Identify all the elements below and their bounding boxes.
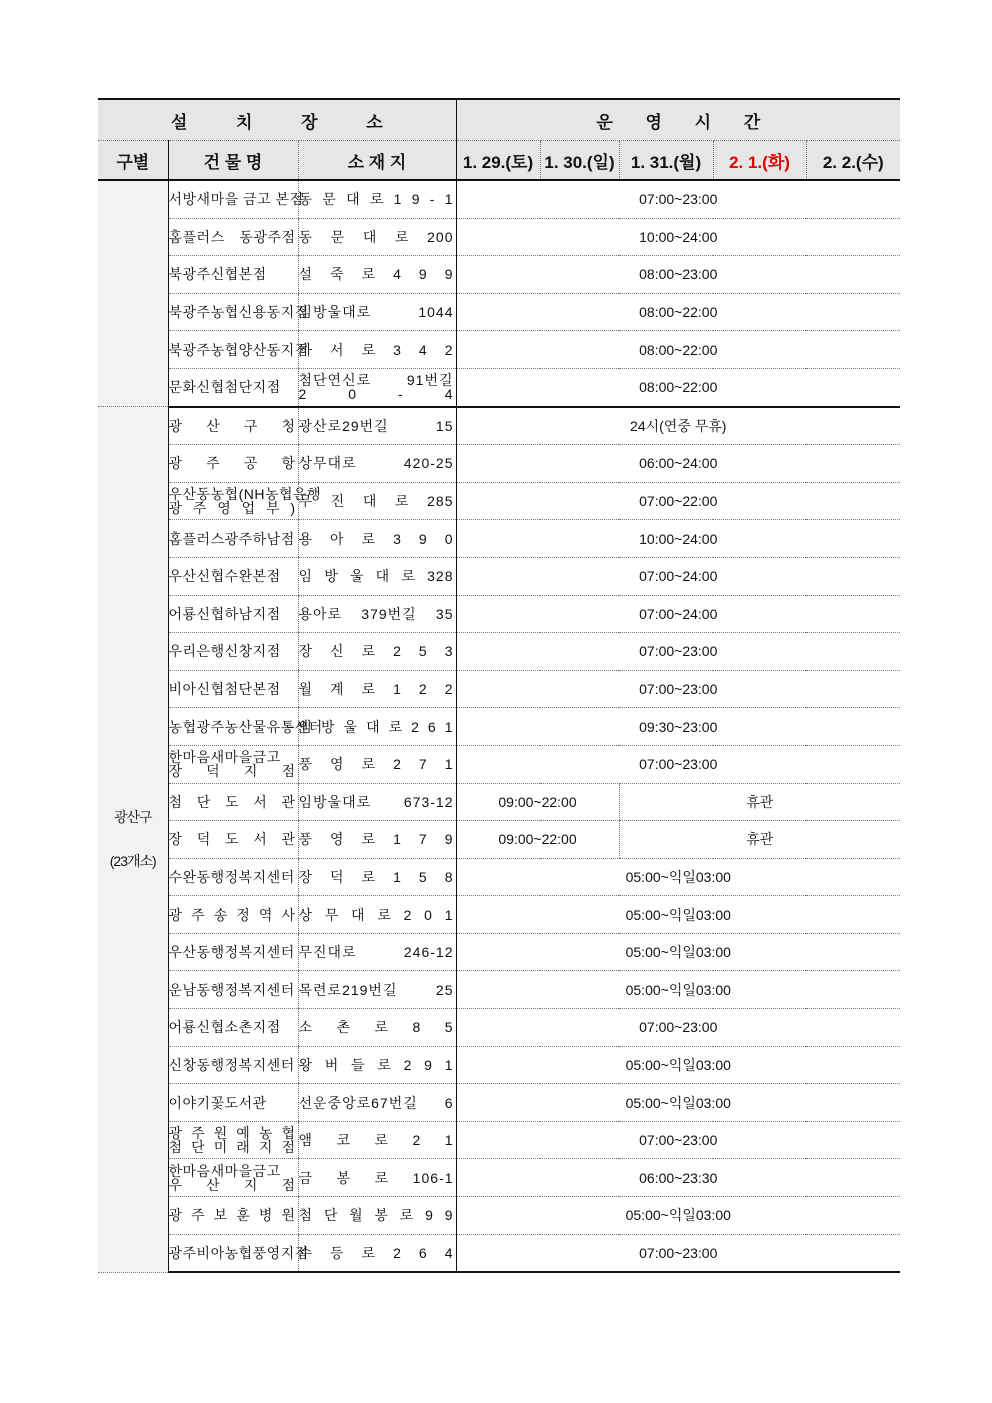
building-name <box>168 407 298 445</box>
address-text: 풍 영 로 2 7 1 <box>298 756 454 773</box>
hours: 08:00~23:00 <box>456 256 900 294</box>
building-name <box>168 1159 298 1197</box>
hours: 06:00~24:00 <box>456 445 900 483</box>
table-row <box>98 783 900 821</box>
table-row <box>98 557 900 595</box>
col-date-2: 1. 30.(일) <box>540 141 619 181</box>
building-name <box>168 520 298 558</box>
table-row <box>98 1234 900 1272</box>
hours: 07:00~23:00 <box>456 670 900 708</box>
address-text: 임방울대로 673-12 <box>298 793 454 810</box>
address <box>298 293 456 331</box>
building-name-text: 북광주신협본점 <box>168 266 267 283</box>
building-name-text: 어룡신협소촌지점 <box>168 1019 281 1036</box>
building-name <box>168 595 298 633</box>
table-row <box>98 482 900 520</box>
building-name-text: 북광주농협양산동지점 <box>168 341 309 358</box>
address <box>298 482 456 520</box>
building-name <box>168 256 298 294</box>
building-name-line1: 한마음새마을금고 <box>168 749 281 766</box>
address <box>298 368 456 406</box>
hours-closed: 휴관 <box>619 821 900 859</box>
table-row <box>98 1121 900 1159</box>
address <box>298 745 456 783</box>
hours-group-header <box>456 99 900 141</box>
address <box>298 1084 456 1122</box>
hours: 05:00~익일03:00 <box>456 1084 900 1122</box>
hours: 10:00~24:00 <box>456 218 900 256</box>
address-text: 상 무 대 로 2 0 1 <box>298 906 454 923</box>
address-text: 장 덕 로 1 5 8 <box>298 868 454 885</box>
building-name <box>168 218 298 256</box>
building-name <box>168 933 298 971</box>
col-date-4: 2. 1.(화) <box>713 141 806 181</box>
address-text: 왕 버 들 로 2 9 1 <box>298 1056 454 1073</box>
address-text: 용아로 379번길 35 <box>298 605 454 622</box>
address <box>298 218 456 256</box>
building-name-text: 광 산 구 청 <box>168 417 296 434</box>
address <box>298 557 456 595</box>
hours: 07:00~23:00 <box>456 633 900 671</box>
hours: 08:00~22:00 <box>456 331 900 369</box>
table-row <box>98 708 900 746</box>
building-name-text: 홈플러스광주하남점 <box>168 530 295 547</box>
address <box>298 256 456 294</box>
building-name <box>168 445 298 483</box>
address <box>298 633 456 671</box>
address <box>298 971 456 1009</box>
table-row <box>98 971 900 1009</box>
table-row <box>98 933 900 971</box>
building-name-text: 장 덕 도 서 관 <box>168 831 296 848</box>
address <box>298 1046 456 1084</box>
building-name <box>168 745 298 783</box>
table-row <box>98 1046 900 1084</box>
address-text: 첨 단 월 봉 로 9 9 <box>298 1207 454 1224</box>
table-row <box>98 407 900 445</box>
building-name <box>168 708 323 746</box>
address <box>298 520 456 558</box>
building-name-line2: 우 산 지 점 <box>168 1176 296 1193</box>
hours: 10:00~24:00 <box>456 520 900 558</box>
building-name-text: 우리은행신창지점 <box>168 643 281 660</box>
table-row <box>98 331 900 369</box>
col-date-1: 1. 29.(토) <box>456 141 540 181</box>
address-text: 앰 코 로 2 1 <box>298 1132 454 1149</box>
address <box>298 933 456 971</box>
building-name-text: 우산동행정복지센터 <box>168 944 295 961</box>
building-name <box>168 783 298 821</box>
building-name-line2: 장 덕 지 점 <box>168 763 296 780</box>
address-text: 용 아 로 3 9 0 <box>298 530 454 547</box>
building-name-text: 운남동행정복지센터 <box>168 981 295 998</box>
hours: 07:00~22:00 <box>456 482 900 520</box>
hours: 08:00~22:00 <box>456 368 900 406</box>
table-row <box>98 218 900 256</box>
address-text: 금 봉 로 106-1 <box>298 1169 454 1186</box>
address <box>298 1159 456 1197</box>
address-text: 임방울대로 1044 <box>298 304 454 321</box>
building-name <box>168 1121 298 1159</box>
hours: 05:00~익일03:00 <box>456 1197 900 1235</box>
address <box>298 1234 456 1272</box>
address <box>298 1009 456 1047</box>
building-name-text: 서방새마을 금고 본점 <box>168 191 304 208</box>
table-row <box>98 670 900 708</box>
address-line2: 2 0 - 4 <box>298 386 454 403</box>
building-name <box>168 858 298 896</box>
header-row-columns <box>98 141 900 181</box>
building-name <box>168 293 309 331</box>
table-row <box>98 858 900 896</box>
address-text: 동 문 대 로 200 <box>298 228 454 245</box>
hours: 07:00~23:00 <box>456 1234 900 1272</box>
hours: 07:00~23:00 <box>456 180 900 218</box>
building-name-line1: 광 주 원 예 농 협 <box>168 1125 296 1142</box>
address-text: 광산로29번길 15 <box>298 417 454 434</box>
district-count: (23개소) <box>109 853 156 870</box>
building-name-text: 홈플러스 동광주점 <box>168 228 296 245</box>
hours: 07:00~23:00 <box>456 745 900 783</box>
address <box>298 1197 456 1235</box>
col-address: 소 재 지 <box>298 141 456 181</box>
address-text: 소 촌 로 8 5 <box>298 1019 454 1036</box>
building-name-line1: 우산동농협(NH농협은행 <box>168 486 322 503</box>
hours-sat: 09:00~22:00 <box>456 821 619 859</box>
building-name-text: 문화신협첨단지점 <box>168 379 281 396</box>
address <box>298 595 456 633</box>
address-text: 목련로219번길 25 <box>298 981 454 998</box>
hours: 07:00~23:00 <box>456 1121 900 1159</box>
building-name <box>168 1197 298 1235</box>
address <box>298 821 456 859</box>
district-cell <box>98 407 168 1273</box>
hours: 05:00~익일03:00 <box>456 933 900 971</box>
building-name-text: 수완동행정복지센터 <box>168 868 295 885</box>
address-text: 수 등 로 2 6 4 <box>298 1244 454 1261</box>
address <box>298 858 456 896</box>
address <box>298 708 456 746</box>
table-row <box>98 293 900 331</box>
building-name <box>168 1234 309 1272</box>
table-row <box>98 256 900 294</box>
hours: 08:00~22:00 <box>456 293 900 331</box>
building-name <box>168 971 298 1009</box>
address <box>298 180 456 218</box>
building-name <box>168 1046 298 1084</box>
address-text: 무 진 대 로 285 <box>298 493 454 510</box>
col-gubun: 구별 <box>98 141 168 181</box>
building-name <box>168 331 309 369</box>
building-name-text: 북광주농협신용동지점 <box>168 304 309 321</box>
table-row <box>98 180 900 218</box>
building-name <box>168 557 298 595</box>
hours: 07:00~24:00 <box>456 595 900 633</box>
address <box>298 331 456 369</box>
building-name <box>168 896 298 934</box>
building-name <box>168 1084 298 1122</box>
table-row <box>98 1159 900 1197</box>
hours-closed: 휴관 <box>619 783 900 821</box>
gubun-cell-empty <box>98 180 168 407</box>
building-name-line2: 광 주 영 업 부 ) <box>168 500 296 517</box>
address <box>298 445 456 483</box>
hours: 06:00~23:30 <box>456 1159 900 1197</box>
building-name <box>168 368 298 406</box>
hours-sat: 09:00~22:00 <box>456 783 619 821</box>
hours: 07:00~24:00 <box>456 557 900 595</box>
building-name <box>168 482 322 520</box>
table-row <box>98 633 900 671</box>
building-name-text: 신창동행정복지센터 <box>168 1056 295 1073</box>
building-name-text: 농협광주농산물유통센터 <box>168 718 323 735</box>
building-name-text: 광 주 보 훈 병 원 <box>168 1207 296 1224</box>
address-text: 임 방 울 대 로 2 6 1 <box>298 718 454 735</box>
address-text: 임 방 울 대 로 328 <box>298 568 454 585</box>
hours: 05:00~익일03:00 <box>456 858 900 896</box>
table-row <box>98 745 900 783</box>
header-row-groups <box>98 99 900 141</box>
address-text: 하 서 로 3 4 2 <box>298 341 454 358</box>
address <box>298 670 456 708</box>
hours-group-label: 운 영 시 간 <box>596 112 775 132</box>
district-name: 광산구 <box>113 809 152 826</box>
address <box>298 783 456 821</box>
table-row <box>98 821 900 859</box>
building-name <box>168 821 298 859</box>
hours: 09:30~23:00 <box>456 708 900 746</box>
address-text: 동 문 대 로 1 9 - 1 <box>298 191 454 208</box>
col-date-5: 2. 2.(수) <box>806 141 900 181</box>
schedule-table <box>98 98 900 1273</box>
address-text: 월 계 로 1 2 2 <box>298 681 454 698</box>
address-text: 무진대로 246-12 <box>298 944 454 961</box>
hours: 07:00~23:00 <box>456 1009 900 1047</box>
table-row <box>98 368 900 406</box>
col-date-3: 1. 31.(월) <box>619 141 713 181</box>
building-name-text: 비아신협첨단본점 <box>168 681 281 698</box>
address <box>298 407 456 445</box>
address-line1: 첨단연신로 91번길 <box>298 372 454 389</box>
building-name <box>168 633 298 671</box>
address-text: 상무대로 420-25 <box>298 455 454 472</box>
table-row <box>98 595 900 633</box>
building-name-text: 우산신협수완본점 <box>168 568 281 585</box>
table-row <box>98 1009 900 1047</box>
schedule-body <box>98 180 900 1272</box>
col-building: 건 물 명 <box>168 141 298 181</box>
building-name-text: 이야기꽃도서관 <box>168 1094 267 1111</box>
building-name-text: 광 주 송 정 역 사 <box>168 906 296 923</box>
table-row <box>98 896 900 934</box>
building-name-text: 광 주 공 항 <box>168 455 296 472</box>
address <box>298 896 456 934</box>
address-text: 장 신 로 2 5 3 <box>298 643 454 660</box>
hours: 24시(연중 무휴) <box>456 407 900 445</box>
building-name-line2: 첨 단 미 래 지 점 <box>168 1139 296 1156</box>
building-name <box>168 670 298 708</box>
building-name <box>168 1009 298 1047</box>
location-group-label: 설 치 장 소 <box>170 112 405 132</box>
address-text: 설 죽 로 4 9 9 <box>298 266 454 283</box>
table-row <box>98 1084 900 1122</box>
building-name-text: 광주비아농협풍영지점 <box>168 1244 309 1261</box>
table-row <box>98 445 900 483</box>
location-group-header <box>98 99 456 141</box>
table-row <box>98 1197 900 1235</box>
hours: 05:00~익일03:00 <box>456 971 900 1009</box>
building-name-text: 어룡신협하남지점 <box>168 605 281 622</box>
building-name-text: 첨 단 도 서 관 <box>168 793 296 810</box>
address-text: 선운중앙로67번길 6 <box>298 1094 454 1111</box>
hours: 05:00~익일03:00 <box>456 1046 900 1084</box>
table-row <box>98 520 900 558</box>
address <box>298 1121 456 1159</box>
building-name-line1: 한마음새마을금고 <box>168 1162 281 1179</box>
building-name <box>168 180 304 218</box>
hours: 05:00~익일03:00 <box>456 896 900 934</box>
address-text: 풍 영 로 1 7 9 <box>298 831 454 848</box>
